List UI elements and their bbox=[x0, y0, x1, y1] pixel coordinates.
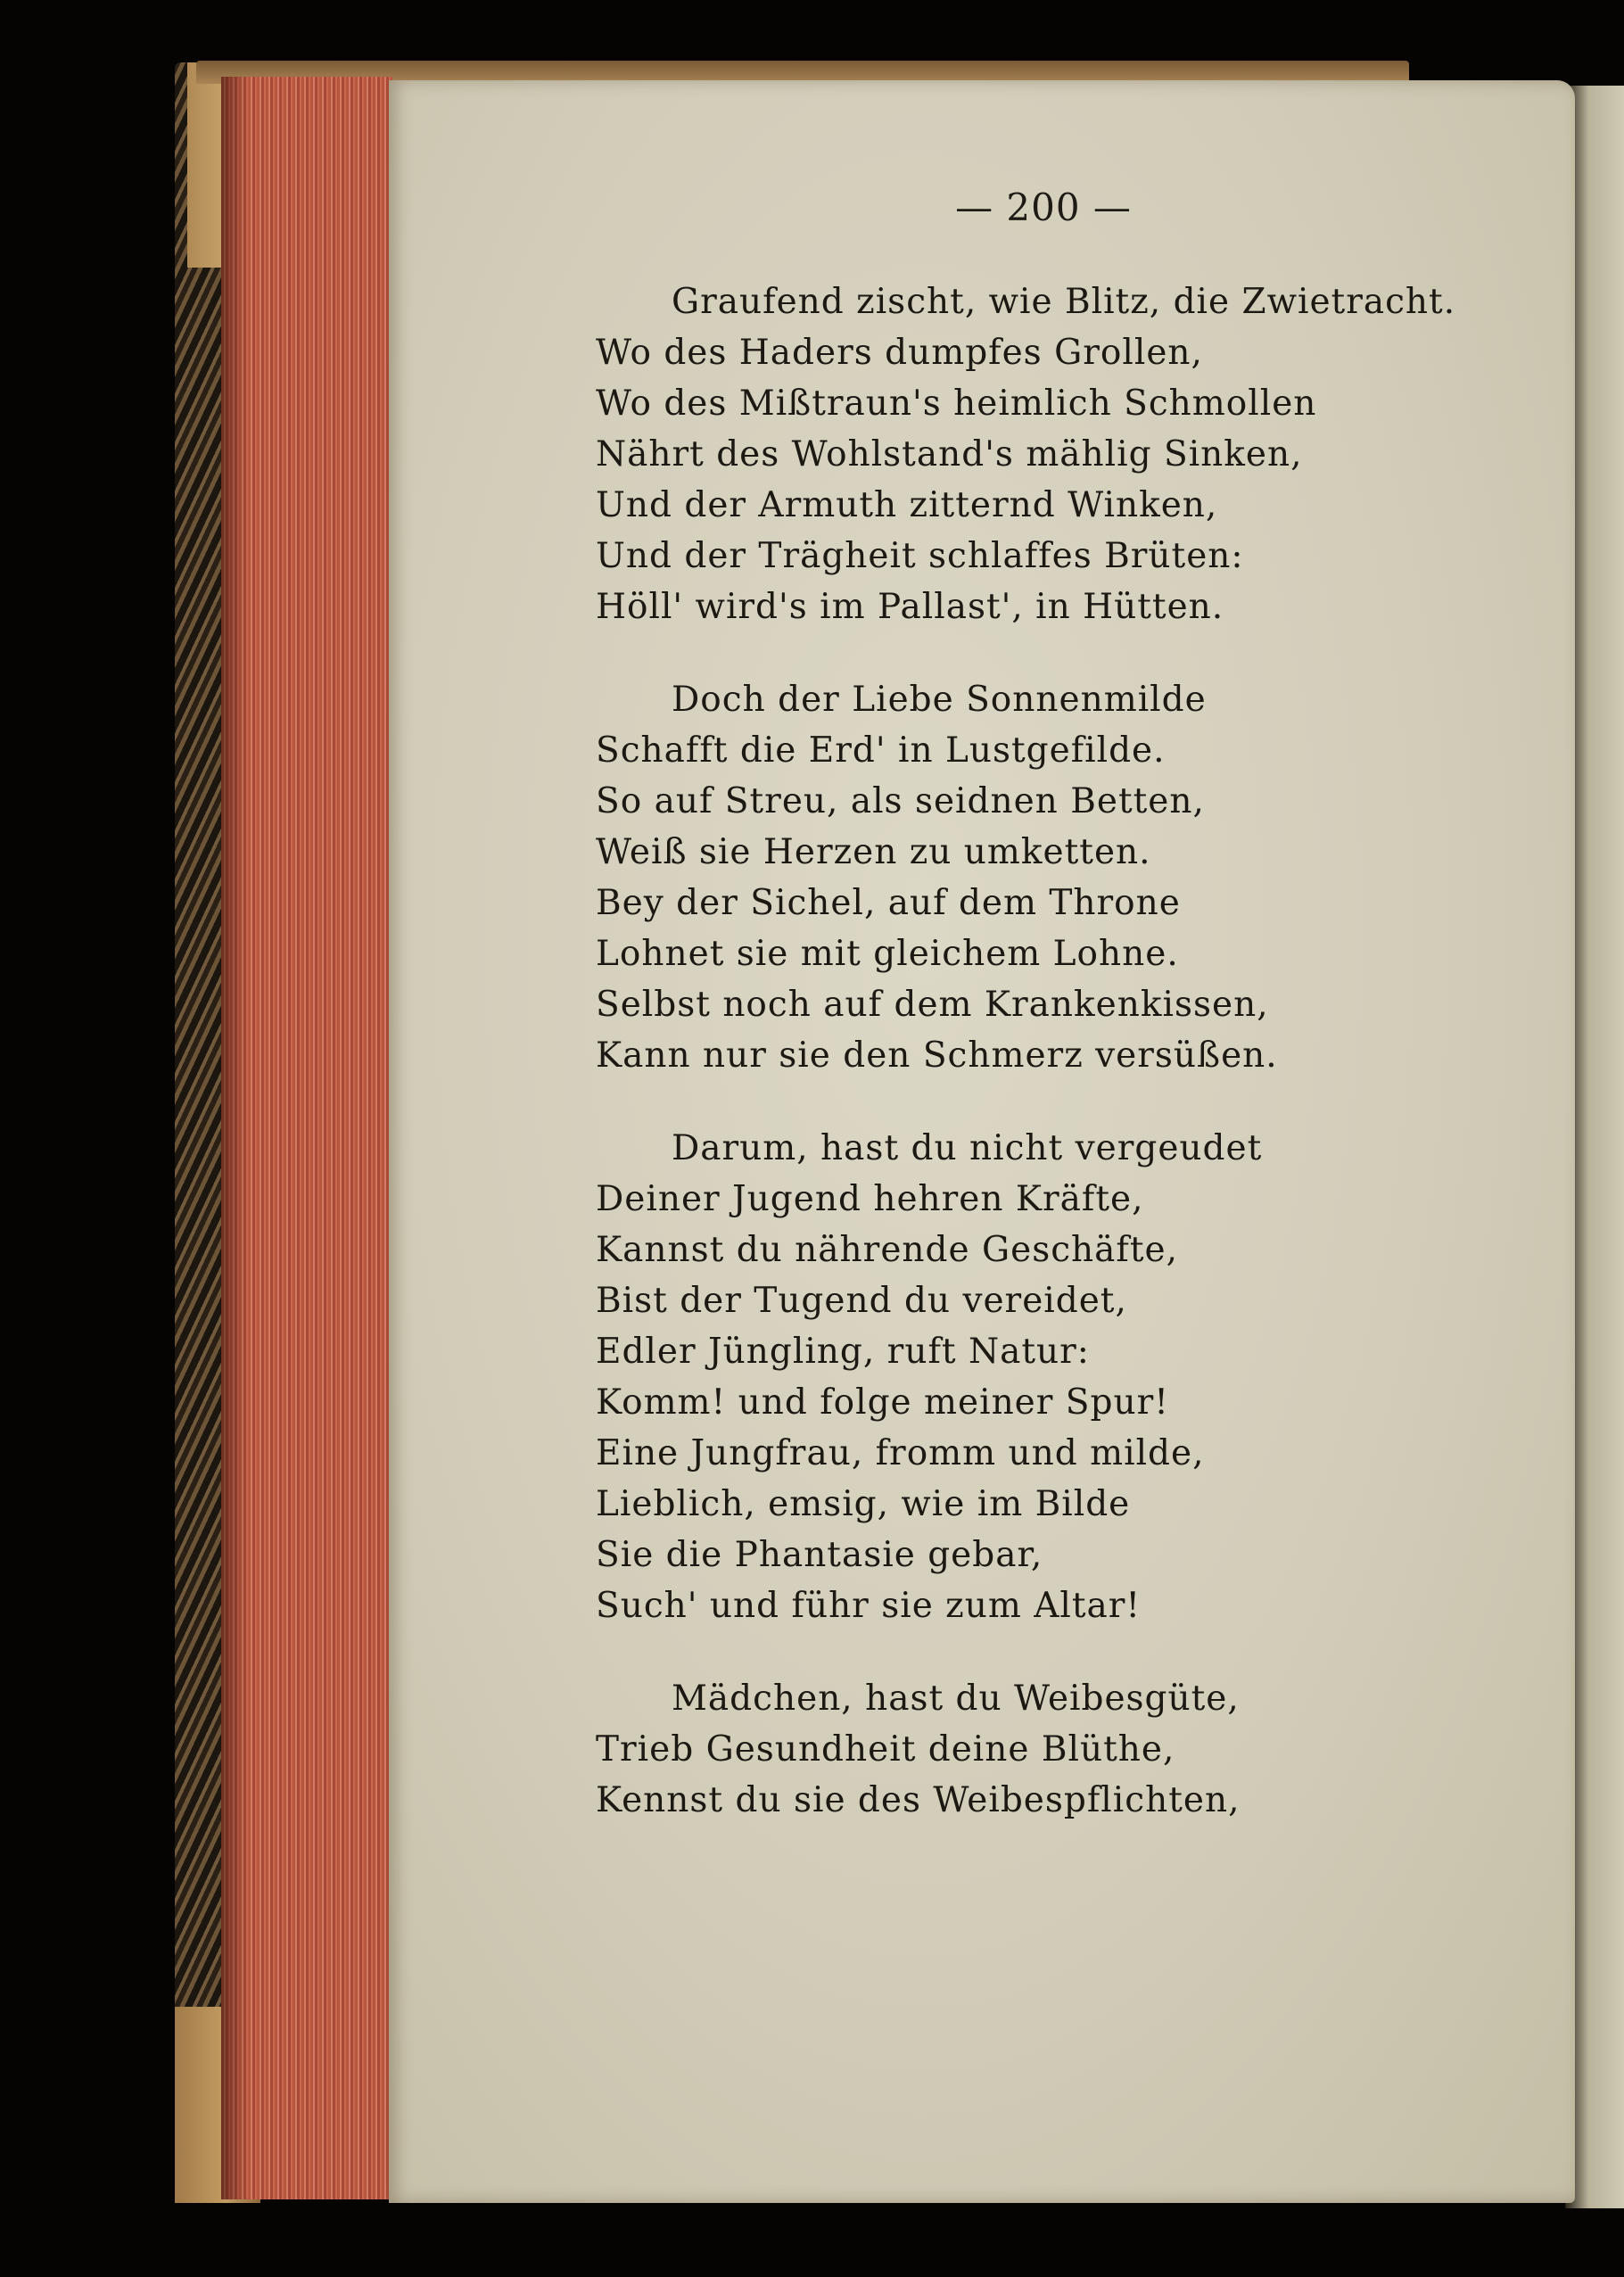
poem-line: Wo des Haders dumpfes Grollen, bbox=[596, 333, 1203, 373]
poem-line: Kannst du nährende Geschäfte, bbox=[596, 1230, 1178, 1270]
poem-line: Trieb Gesundheit deine Blüthe, bbox=[596, 1729, 1175, 1770]
poem-text bbox=[596, 276, 1456, 1868]
stanza-1 bbox=[596, 276, 1456, 632]
poem-line: Graufend zischt, wie Blitz, die Zwietracht. bbox=[672, 282, 1456, 322]
stanza-3 bbox=[596, 1123, 1452, 1631]
poem-line: Such' und führ sie zum Altar! bbox=[596, 1586, 1142, 1626]
poem-line: Und der Trägheit schlaffes Brüten: bbox=[596, 536, 1244, 576]
page-edges-shadow bbox=[221, 77, 248, 2199]
poem-line: Selbst noch auf dem Krankenkissen, bbox=[596, 985, 1269, 1025]
poem-line: Lieblich, emsig, wie im Bilde bbox=[596, 1484, 1131, 1524]
poem-line: Darum, hast du nicht vergeudet bbox=[672, 1128, 1263, 1168]
poem-line: Eine Jungfrau, fromm und milde, bbox=[596, 1433, 1205, 1473]
poem-line: Und der Armuth zitternd Winken, bbox=[596, 485, 1218, 525]
poem-line: Weiß sie Herzen zu umketten. bbox=[596, 832, 1151, 872]
poem-line: Doch der Liebe Sonnenmilde bbox=[672, 680, 1207, 720]
poem-line: So auf Streu, als seidnen Betten, bbox=[596, 781, 1205, 821]
poem-line: Bey der Sichel, auf dem Throne bbox=[596, 883, 1181, 923]
poem-line: Lohnet sie mit gleichem Lohne. bbox=[596, 934, 1179, 974]
poem-line: Nährt des Wohlstand's mählig Sinken, bbox=[596, 434, 1303, 474]
poem-line: Kennst du sie des Weibespflichten, bbox=[596, 1780, 1241, 1820]
page-number: — 200 — bbox=[955, 186, 1132, 229]
poem-line: Kann nur sie den Schmerz versüßen. bbox=[596, 1035, 1278, 1076]
poem-line: Höll' wird's im Pallast', in Hütten. bbox=[596, 587, 1224, 627]
poem-line: Bist der Tugend du vereidet, bbox=[596, 1281, 1127, 1321]
poem-line: Komm! und folge meiner Spur! bbox=[596, 1382, 1169, 1423]
stanza-2 bbox=[596, 674, 1452, 1081]
stanza-4 bbox=[596, 1673, 1452, 1826]
poem-line: Wo des Mißtraun's heimlich Schmollen bbox=[596, 384, 1317, 424]
poem-line: Schafft die Erd' in Lustgefilde. bbox=[596, 730, 1166, 771]
poem-line: Edler Jüngling, ruft Natur: bbox=[596, 1332, 1090, 1372]
poem-line: Sie die Phantasie gebar, bbox=[596, 1535, 1043, 1575]
poem-line: Mädchen, hast du Weibesgüte, bbox=[672, 1679, 1240, 1719]
poem-line: Deiner Jugend hehren Kräfte, bbox=[596, 1179, 1144, 1219]
